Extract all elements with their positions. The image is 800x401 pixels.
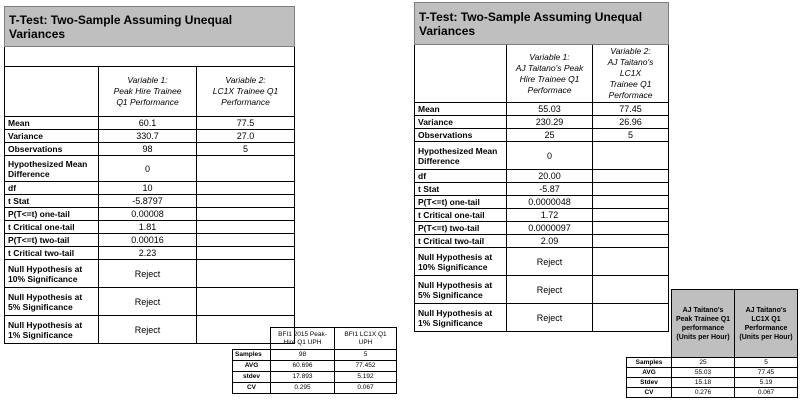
table-row: Mean 55.03 77.45 [415, 103, 669, 116]
right-summary-col1: AJ Taitano's Peak Trainee Q1 performance (Units per Hour) [672, 290, 735, 358]
table-row: Null Hypothesis at 10% Significance Reject [415, 248, 669, 276]
mid-summary-col1: BFI1 2015 Peak-Hire Q1 UPH [271, 328, 335, 350]
table-row: AVG 60.696 77.452 [233, 361, 397, 372]
table-row: P(T<=t) two-tail 0.00016 [5, 234, 295, 247]
table-row: Null Hypothesis at 1% Significance Reject [415, 304, 669, 332]
left-ttest-panel [4, 6, 295, 344]
table-row: Null Hypothesis at 10% Significance Reject [5, 260, 295, 288]
table-row: df 10 [5, 182, 295, 195]
right-ttest-table [414, 2, 669, 332]
table-row: Mean 60.1 77.5 [5, 117, 295, 130]
table-row: t Critical two-tail 2.23 [5, 247, 295, 260]
left-var1-header: Variable 1: Peak Hire Trainee Q1 Performance [99, 67, 197, 117]
table-row: Samples 25 5 [627, 358, 798, 368]
right-var2-header: Variable 2: AJ Taitano's LC1X Trainee Q1 Performace [593, 45, 669, 103]
table-row: Observations 25 5 [415, 129, 669, 142]
table-row: Observations 98 5 [5, 143, 295, 156]
table-row: AVG 55.03 77.45 [627, 368, 798, 378]
table-row: stdev 17.893 5.192 [233, 372, 397, 383]
table-row: t Stat -5.87 [415, 183, 669, 196]
table-row: Hypothesized Mean Difference 0 [5, 156, 295, 182]
table-row: Variance 330.7 27.0 [5, 130, 295, 143]
right-summary-table [626, 289, 798, 398]
table-row: t Critical one-tail 1.81 [5, 221, 295, 234]
left-ttest-table [4, 6, 295, 344]
table-row: P(T<=t) one-tail 0.0000048 [415, 196, 669, 209]
table-row: CV 0.276 0.067 [627, 388, 798, 398]
table-row: Null Hypothesis at 1% Significance Reject [5, 316, 295, 344]
right-ttest-panel [414, 2, 669, 332]
table-row: Hypothesized Mean Difference 0 [415, 142, 669, 170]
right-ttest-title: T-Test: Two-Sample Assuming Unequal Variances [415, 3, 669, 45]
table-row: Stdev 15.18 5.19 [627, 378, 798, 388]
left-ttest-title: T-Test: Two-Sample Assuming Unequal Variances [5, 7, 295, 47]
right-summary-panel [626, 289, 798, 398]
left-var2-header: Variable 2: LC1X Trainee Q1 Performance [197, 67, 295, 117]
table-row: Samples 98 5 [233, 350, 397, 361]
right-summary-col2: AJ Taitano's LC1X Q1 Performance (Units per Hour) [735, 290, 798, 358]
table-row: t Critical two-tail 2.09 [415, 235, 669, 248]
table-row: Null Hypothesis at 5% Significance Reject [415, 276, 669, 304]
table-row: Variance 230.29 26.96 [415, 116, 669, 129]
mid-summary-panel [232, 327, 397, 394]
table-row: P(T<=t) two-tail 0.0000097 [415, 222, 669, 235]
right-var1-header: Variable 1: AJ Taitano's Peak Hire Trainee Q1 Performace [507, 45, 593, 103]
table-row: P(T<=t) one-tail 0.00008 [5, 208, 295, 221]
table-row: CV 0.295 0.067 [233, 383, 397, 394]
mid-summary-col2: BFI1 LC1X Q1 UPH [335, 328, 397, 350]
mid-summary-table [232, 327, 397, 394]
table-row: df 20.00 [415, 170, 669, 183]
table-row: t Stat -5.8797 [5, 195, 295, 208]
table-row: Null Hypothesis at 5% Significance Reject [5, 288, 295, 316]
table-row: t Critical one-tail 1.72 [415, 209, 669, 222]
